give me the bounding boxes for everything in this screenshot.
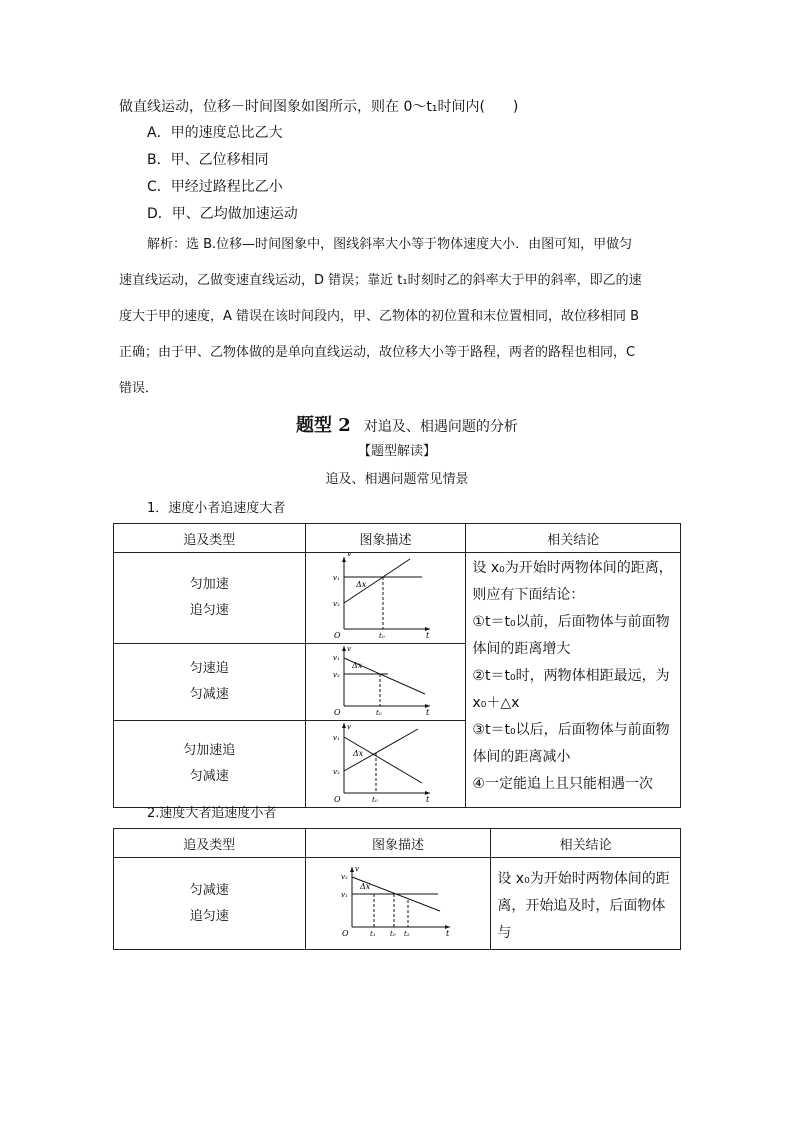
row2-type-line2: 匀减速 (189, 687, 229, 702)
label-t0: t₀ (372, 796, 379, 803)
table2-row1-graph (305, 858, 491, 950)
conclusion-line-1: 设 x₀为开始时两物体间的距离， (472, 560, 673, 576)
label-v1: v₁ (340, 890, 348, 899)
section-label: 题型 2 (296, 415, 351, 436)
table2-row1-type (114, 858, 306, 950)
question-stem: 做直线运动，位移－时间图象如图所示，则在 0～t₁时间内( ) (119, 99, 519, 115)
row3-type-line1: 匀加速追 (183, 743, 236, 758)
table1 (113, 523, 681, 808)
origin: O (341, 928, 349, 938)
row3-type-line2: 匀减速 (189, 769, 229, 784)
conclusion-line-2: 则应有下面结论： (472, 587, 585, 603)
table2-header-graph: 图象描述 (305, 829, 491, 858)
table1-row3-type (114, 721, 306, 808)
label-dx: Δx (356, 580, 367, 589)
table2-header-type: 追及类型 (114, 829, 306, 858)
label-v1: v₁ (333, 654, 341, 662)
label-dx: Δx (352, 661, 363, 670)
table1-header-type: 追及类型 (114, 524, 306, 553)
t2-row1-type-line1: 匀减速 (189, 882, 229, 898)
section-title: 对追及、相遇问题的分析 (363, 419, 518, 435)
label-dx: Δx (353, 749, 364, 758)
conclusion-line-7: ③t＝t₀以后，后面物体与前面物 (472, 722, 670, 738)
analysis-line-1: 解析：选 B.位移—时间图象中，图线斜率大小等于物体速度大小．由图可知，甲做匀 (147, 237, 633, 252)
axis-t: t (426, 631, 430, 639)
section-sub: 【题型解读】 (357, 444, 436, 459)
axis-t: t (426, 795, 430, 803)
analysis-line-2: 速直线运动，乙做变速直线运动，D 错误；靠近 t₁时刻时乙的斜率大于甲的斜率，即乙的速 (119, 273, 642, 288)
axis-t: t (445, 928, 450, 938)
label-v2: v₂ (333, 768, 341, 776)
conclusion-line-5: ②t＝t₀时，两物体相距最远，为 (472, 668, 670, 684)
origin: O (334, 631, 342, 639)
option-b: B．甲、乙位移相同 (147, 152, 269, 168)
label-v2: v₂ (333, 671, 341, 679)
conclusion-line-9: ④一定能追上且只能相遇一次 (472, 776, 653, 792)
table2 (113, 828, 681, 950)
table1-header-graph: 图象描述 (305, 524, 466, 553)
table2-header-conclusion: 相关结论 (491, 829, 681, 858)
graph-accel-chase-uniform (330, 553, 440, 639)
conclusion-line-6: x₀＋△x (472, 695, 520, 711)
row1-type-line1: 匀加速 (189, 577, 229, 592)
table1-row2-graph (305, 644, 466, 721)
option-d: D．甲、乙均做加速运动 (147, 206, 298, 222)
table1-header-conclusion: 相关结论 (466, 524, 681, 553)
conclusion-line-8: 体间的距离减小 (472, 749, 571, 765)
graph-uniform-chase-decel (330, 644, 440, 716)
analysis-line-3: 度大于甲的速度，A 错误在该时间段内，甲、乙物体的初位置和末位置相同，故位移相同 B (119, 309, 640, 324)
conclusion-line-3: ①t＝t₀以前，后面物体与前面物 (472, 614, 670, 630)
table1-row2-type (114, 644, 306, 721)
graph-accel-chase-decel (330, 721, 440, 803)
section-heading (296, 411, 518, 437)
label-t0: t₀ (379, 632, 386, 639)
origin: O (334, 795, 342, 803)
axis-v: v (347, 553, 353, 558)
section-intro: 追及、相遇问题常见情景 (325, 472, 469, 487)
label-v2: v₂ (340, 872, 348, 881)
table1-row1-graph (305, 553, 466, 644)
conclusion-line-4: 体间的距离增大 (472, 641, 571, 657)
label-t1: t₁ (369, 929, 376, 938)
graph-decel-chase-uniform (338, 865, 458, 939)
row1-type-line2: 追匀速 (189, 603, 229, 618)
label-v1: v₁ (333, 574, 341, 582)
label-v1: v₁ (333, 734, 341, 742)
row2-type-line1: 匀速追 (189, 661, 229, 676)
table1-conclusion (466, 553, 681, 808)
axis-t: t (426, 708, 430, 716)
table2-conclusion (491, 858, 681, 950)
analysis-line-5: 错误． (119, 381, 159, 396)
table1-row1-type (114, 553, 306, 644)
label-v2: v₂ (333, 600, 341, 608)
option-a: A．甲的速度总比乙大 (147, 125, 283, 141)
axis-v: v (354, 864, 359, 873)
table2-caption: 2.速度大者追速度小者 (147, 806, 277, 821)
axis-v: v (347, 723, 352, 731)
table1-caption: 1．速度小者追速度大者 (147, 501, 286, 516)
t2-conclusion-line-2: 离，开始追及时，后面物体与 (497, 898, 666, 941)
label-dx: Δx (359, 881, 371, 891)
table1-row3-graph (305, 721, 466, 808)
label-t2: t₂ (403, 929, 410, 938)
t2-conclusion-line-1: 设 x₀为开始时两物体间的距 (497, 871, 670, 887)
label-t0: t₀ (376, 709, 383, 716)
origin: O (334, 708, 342, 716)
axis-v: v (347, 645, 352, 653)
label-t0: t₀ (389, 929, 396, 938)
option-c: C．甲经过路程比乙小 (147, 179, 283, 195)
t2-row1-type-line2: 追匀速 (189, 908, 229, 924)
analysis-line-4: 正确；由于甲、乙物体做的是单向直线运动，故位移大小等于路程，两者的路程也相同，C (119, 345, 636, 360)
